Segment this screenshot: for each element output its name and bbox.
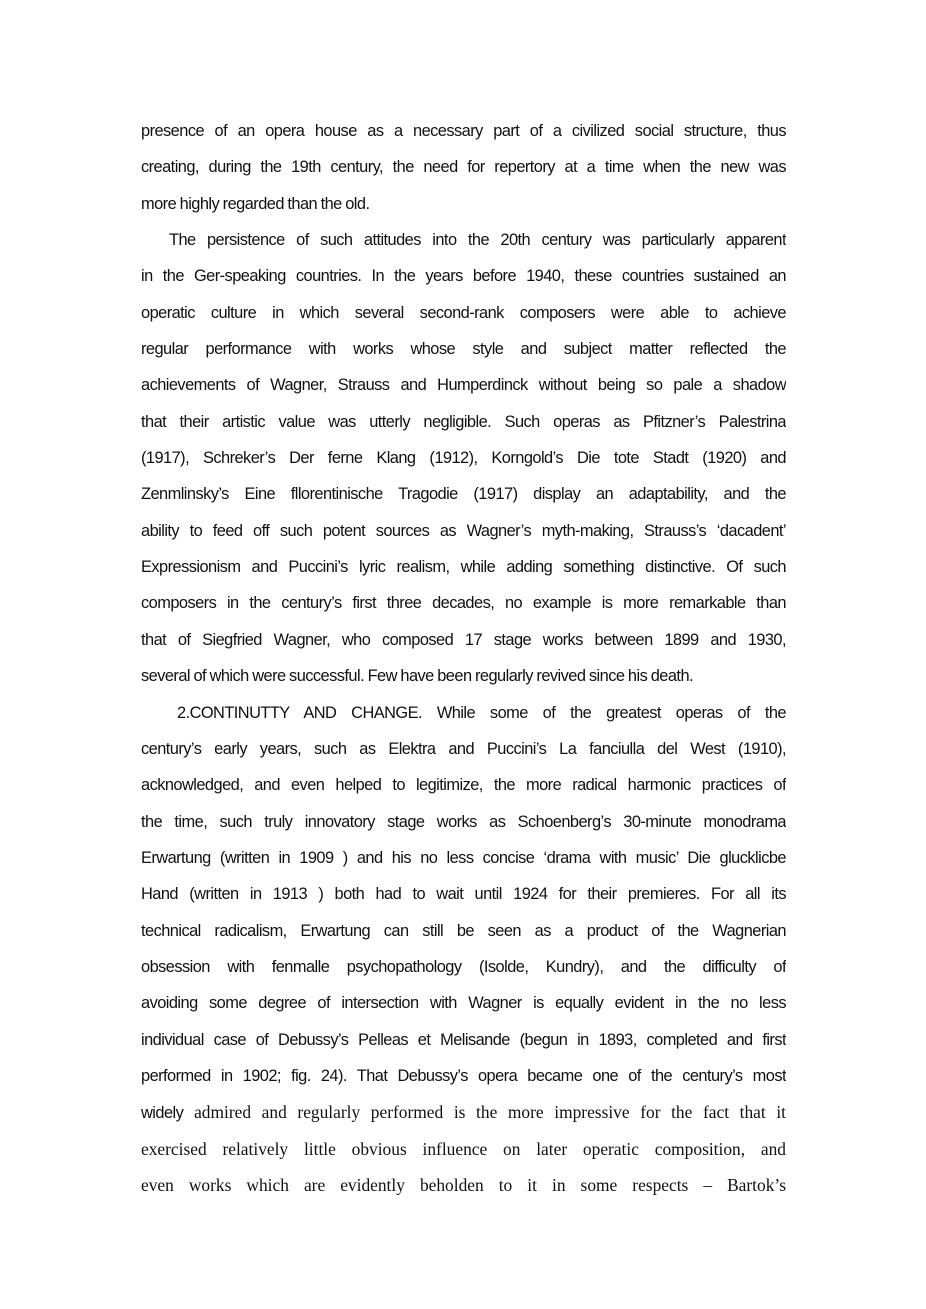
line-text: even works which are evidently beholden to it in some respects – Bartok’s (141, 1174, 786, 1195)
body-text (141, 118, 786, 1208)
serif-fragment: admired and regularly performed is the more impressive for the fact that it (194, 1102, 786, 1123)
text-line (141, 772, 786, 808)
section-heading-line (141, 700, 786, 736)
paragraph-first-line (141, 227, 786, 263)
line-text: composers in the century’s first three decades, no example is more remarkable than (141, 594, 786, 613)
line-text: Erwartung (written in 1909 ) and his no less concise ‘drama with music’ Die glucklicbe (141, 848, 786, 867)
text-line (141, 845, 786, 881)
line-text: more highly regarded than the old. (141, 194, 370, 213)
line-text: acknowledged, and even helped to legitimize, the more radical harmonic practices of (141, 776, 786, 795)
line-text: ability to feed off such potent sources as Wagner’s myth-making, Strauss’s ‘dacadent’ (141, 521, 786, 540)
line-text: several of which were successful. Few have been regularly revived since his death. (141, 667, 694, 686)
text-line (141, 881, 786, 917)
text-line-serif (141, 1172, 786, 1208)
text-line (141, 590, 786, 626)
text-line (141, 663, 786, 699)
text-line (141, 191, 786, 227)
text-line (141, 1063, 786, 1099)
line-text: century’s early years, such as Elektra and Puccini’s La fanciulla del West (1910), (141, 739, 786, 758)
line-text: avoiding some degree of intersection with Wagner is equally evident in the no less (141, 994, 786, 1013)
text-line (141, 554, 786, 590)
text-line (141, 627, 786, 663)
text-line (141, 918, 786, 954)
line-text: obsession with fenmalle psychopathology (Isolde, Kundry), and the difficulty of (141, 957, 786, 976)
line-text: operatic culture in which several second-rank composers were able to achieve (141, 303, 786, 322)
text-line (141, 1027, 786, 1063)
text-line (141, 481, 786, 517)
line-text: creating, during the 19th century, the need for repertory at a time when the new was (141, 158, 786, 177)
text-line-serif (141, 1136, 786, 1172)
text-line (141, 263, 786, 299)
line-text: that their artistic value was utterly negligible. Such operas as Pfitzner’s Palestrina (141, 412, 786, 431)
text-line (141, 154, 786, 190)
text-line (141, 300, 786, 336)
text-line (141, 372, 786, 408)
line-text: Expressionism and Puccini’s lyric realism, while adding something distinctive. Of such (141, 558, 786, 577)
text-line (141, 409, 786, 445)
line-text: Hand (written in 1913 ) both had to wait until 1924 for their premieres. For all its (141, 885, 786, 904)
text-line-mixed-font (141, 1099, 786, 1135)
sans-fragment: widely (141, 1104, 184, 1123)
text-line (141, 518, 786, 554)
text-line (141, 118, 786, 154)
line-text: (1917), Schreker’s Der ferne Klang (1912), Korngold’s Die tote Stadt (1920) and (141, 449, 786, 468)
text-line (141, 336, 786, 372)
line-text: Zenmlinsky’s Eine fllorentinische Tragodie (1917) display an adaptability, and the (141, 485, 786, 504)
line-text: technical radicalism, Erwartung can still be seen as a product of the Wagnerian (141, 921, 786, 940)
line-text: the time, such truly innovatory stage works as Schoenberg’s 30-minute monodrama (141, 812, 786, 831)
line-text: individual case of Debussy’s Pelleas et Melisande (begun in 1893, completed and first (141, 1030, 786, 1049)
line-text: exercised relatively little obvious influence on later operatic composition, and (141, 1138, 786, 1159)
line-text: 2.CONTINUTTY AND CHANGE. While some of the greatest operas of the (177, 703, 786, 722)
line-text: achievements of Wagner, Strauss and Humperdinck without being so pale a shadow (141, 376, 786, 395)
text-line (141, 445, 786, 481)
text-line (141, 954, 786, 990)
line-text: presence of an opera house as a necessary part of a civilized social structure, thus (141, 122, 786, 140)
line-text: in the Ger-speaking countries. In the years before 1940, these countries sustained an (141, 267, 786, 286)
text-line (141, 809, 786, 845)
line-text: regular performance with works whose style and subject matter reflected the (141, 340, 786, 359)
line-text: performed in 1902; fig. 24). That Debussy’s opera became one of the century’s most (141, 1066, 786, 1085)
line-text: The persistence of such attitudes into the 20th century was particularly apparent (169, 231, 786, 250)
line-text: that of Siegfried Wagner, who composed 17 stage works between 1899 and 1930, (141, 630, 786, 649)
text-line (141, 990, 786, 1026)
text-line (141, 736, 786, 772)
